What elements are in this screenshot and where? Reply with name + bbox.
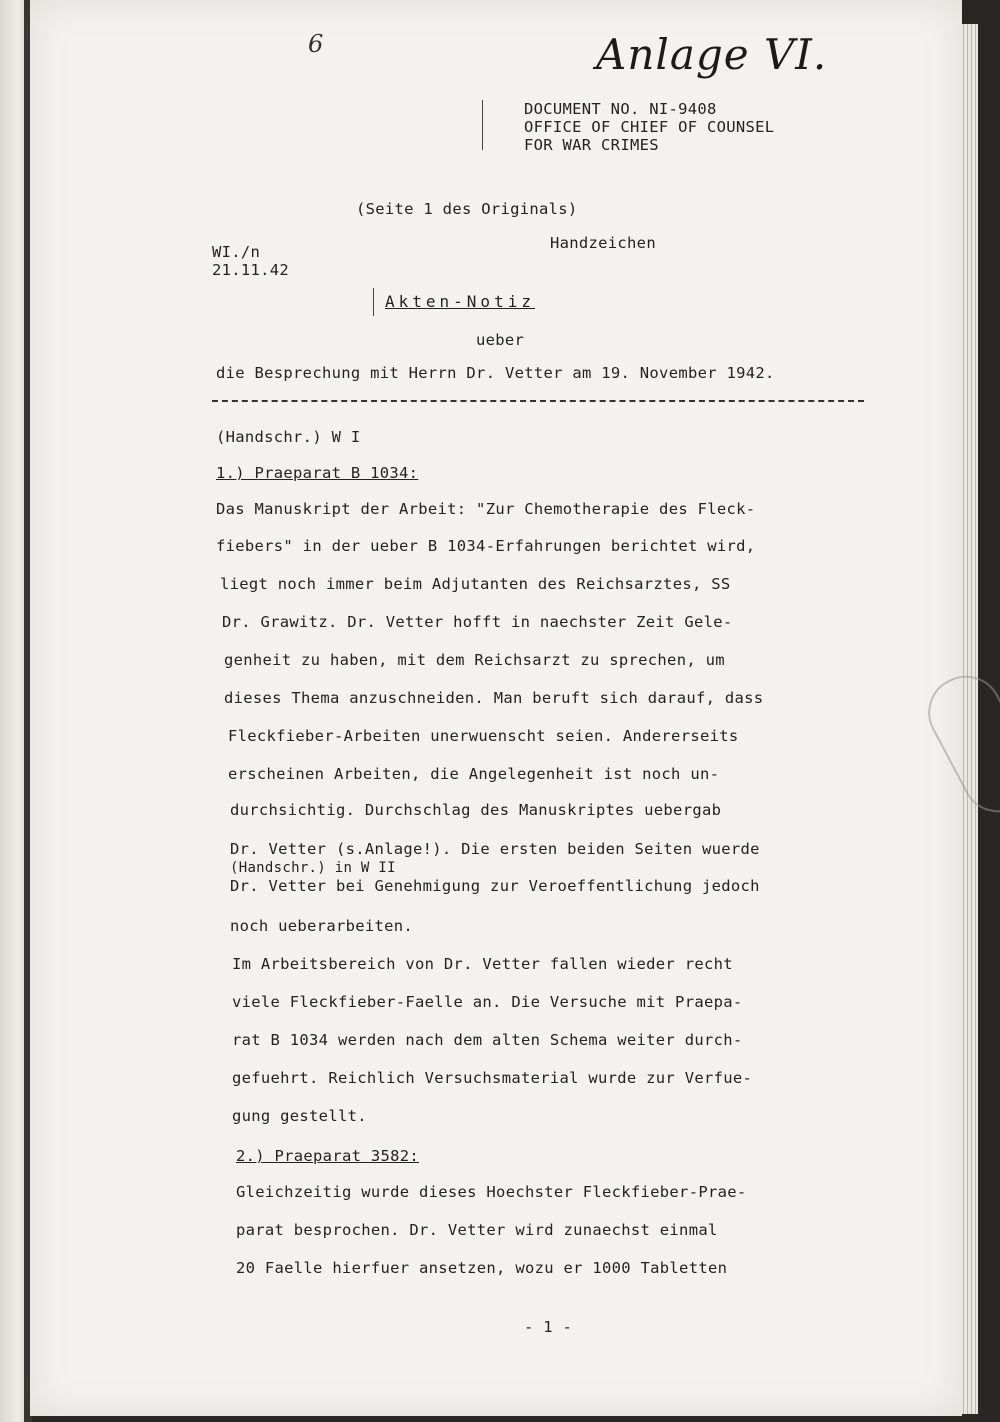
section1-heading: 1.) Praeparat B 1034: <box>216 464 419 482</box>
crimes-line: FOR WAR CRIMES <box>524 136 659 154</box>
memo-title: Akten-Notiz <box>385 292 535 311</box>
section2-heading: 2.) Praeparat 3582: <box>236 1147 420 1165</box>
section1-line: noch ueberarbeiten. <box>230 917 414 935</box>
section1-line: Dr. Vetter (s.Anlage!). Die ersten beiden Seiten wuerde <box>230 840 760 858</box>
section2-line: parat besprochen. Dr. Vetter wird zunaechst einmal <box>236 1221 718 1239</box>
section1-para2-line: gung gestellt. <box>232 1107 367 1125</box>
section1-line: dieses Thema anzuschneiden. Man beruft sich darauf, dass <box>224 689 764 707</box>
section2-line: 20 Faelle hierfuer ansetzen, wozu er 1000 Tabletten <box>236 1259 728 1277</box>
margin-mark <box>482 100 483 150</box>
handwritten-page-number: 6 <box>308 30 324 58</box>
document-page <box>30 0 962 1416</box>
memo-date: 21.11.42 <box>212 261 290 279</box>
doc-number: DOCUMENT NO. NI-9408 <box>524 100 717 118</box>
ueber-label: ueber <box>476 331 525 349</box>
section1-line: Dr. Grawitz. Dr. Vetter hofft in naechster Zeit Gele- <box>222 613 733 631</box>
section1-line: Dr. Vetter bei Genehmigung zur Veroeffentlichung jedoch <box>230 877 760 895</box>
dashed-rule <box>212 400 864 402</box>
memo-subject: die Besprechung mit Herrn Dr. Vetter am 19. November 1942. <box>216 364 775 382</box>
page-ref: (Seite 1 des Originals) <box>356 200 578 218</box>
footer-page-number: - 1 - <box>524 1318 573 1336</box>
section1-line: durchsichtig. Durchschlag des Manuskriptes uebergab <box>230 801 722 819</box>
section1-line: erscheinen Arbeiten, die Angelegenheit ist noch un- <box>228 765 720 783</box>
section1-para2-line: rat B 1034 werden nach dem alten Schema weiter durch- <box>232 1031 743 1049</box>
ref-code: WI./n <box>212 243 261 261</box>
handschr-note: (Handschr.) W I <box>216 428 361 446</box>
margin-mark <box>373 288 374 316</box>
handwritten-annex-label: Anlage VI. <box>596 30 828 79</box>
handzeichen: Handzeichen <box>550 234 656 252</box>
handschr-insert: (Handschr.) in W II <box>230 860 396 876</box>
section2-line: Gleichzeitig wurde dieses Hoechster Fleckfieber-Prae- <box>236 1183 747 1201</box>
section1-line: genheit zu haben, mit dem Reichsarzt zu sprechen, um <box>224 651 725 669</box>
section1-line: Das Manuskript der Arbeit: "Zur Chemotherapie des Fleck- <box>216 500 756 518</box>
section1-para2-line: Im Arbeitsbereich von Dr. Vetter fallen wieder recht <box>232 955 733 973</box>
office-line: OFFICE OF CHIEF OF COUNSEL <box>524 118 775 136</box>
section1-line: Fleckfieber-Arbeiten unerwuenscht seien. Andererseits <box>228 727 739 745</box>
section1-line: liegt noch immer beim Adjutanten des Reichsarztes, SS <box>220 575 731 593</box>
section1-para2-line: viele Fleckfieber-Faelle an. Die Versuche mit Praepa- <box>232 993 743 1011</box>
section1-line: fiebers" in der ueber B 1034-Erfahrungen berichtet wird, <box>216 537 756 555</box>
section1-para2-line: gefuehrt. Reichlich Versuchsmaterial wurde zur Verfue- <box>232 1069 753 1087</box>
